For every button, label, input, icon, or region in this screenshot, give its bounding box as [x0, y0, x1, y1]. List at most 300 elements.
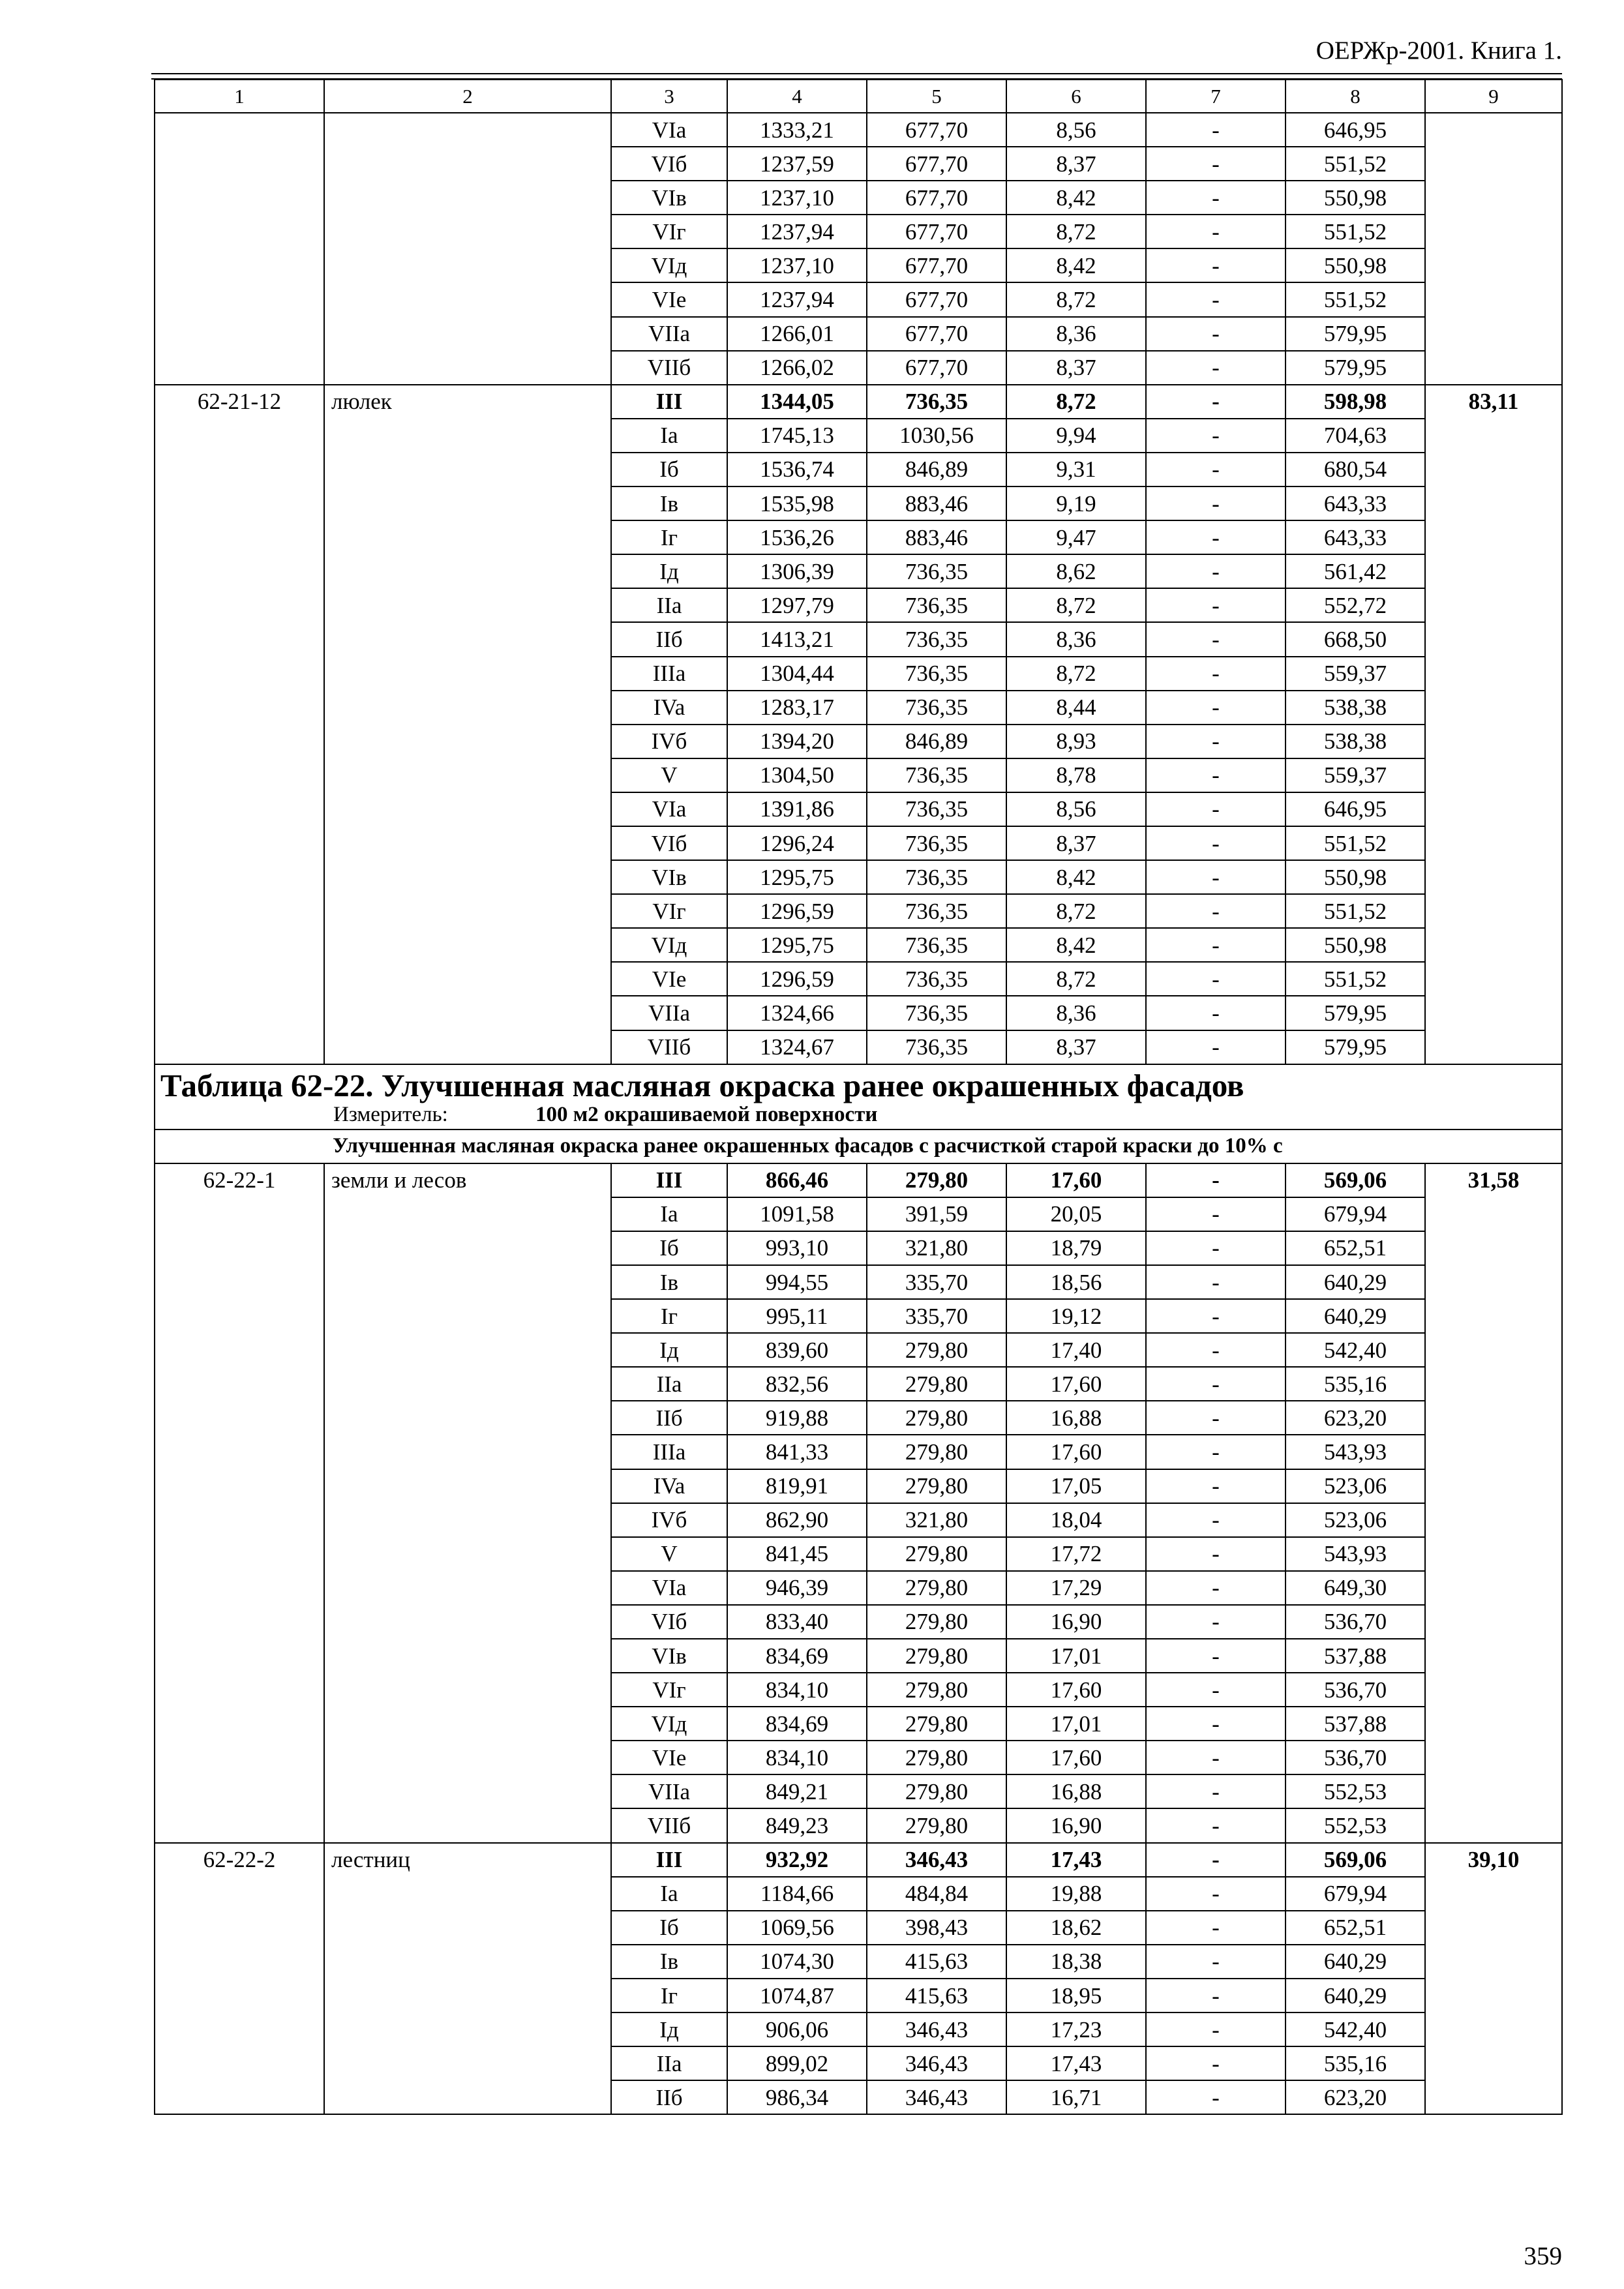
table-cell: IIa [611, 2046, 727, 2080]
table-cell: 1237,59 [727, 147, 867, 181]
table-cell: 8,56 [1006, 792, 1146, 826]
running-header: ОЕРЖр-2001. Книга 1. [1316, 37, 1562, 65]
column-number: 3 [611, 80, 727, 113]
table-cell: 834,69 [727, 1639, 867, 1673]
table-cell: IVa [611, 1469, 727, 1503]
table-cell: 569,06 [1286, 1163, 1425, 1197]
table-cell: - [1146, 826, 1286, 860]
table-cell: 1296,59 [727, 962, 867, 996]
table-cell: - [1146, 657, 1286, 691]
table-cell: III [611, 1843, 727, 1877]
table-cell: 846,89 [867, 453, 1006, 486]
table-cell: 834,69 [727, 1707, 867, 1741]
table-cell: - [1146, 248, 1286, 282]
table-cell: 643,33 [1286, 520, 1425, 554]
table-cell: - [1146, 1877, 1286, 1911]
table-cell: 1283,17 [727, 691, 867, 725]
table-cell: 704,63 [1286, 419, 1425, 453]
table-cell: 668,50 [1286, 622, 1425, 656]
table-cell: VIe [611, 962, 727, 996]
table-cell: - [1146, 894, 1286, 928]
table-cell: 736,35 [867, 792, 1006, 826]
table-cell: 536,70 [1286, 1741, 1425, 1774]
table-cell: 537,88 [1286, 1707, 1425, 1741]
table-cell: 839,60 [727, 1333, 867, 1367]
table-cell: 8,36 [1006, 996, 1146, 1030]
table-row [155, 385, 1562, 419]
table-cell: 1391,86 [727, 792, 867, 826]
table-cell: VIв [611, 860, 727, 894]
table-title-cell [155, 1064, 1562, 1130]
item-name [324, 113, 611, 385]
table-cell: 1536,74 [727, 453, 867, 486]
table-cell: 8,72 [1006, 588, 1146, 622]
table-cell: 819,91 [727, 1469, 867, 1503]
table-cell: VIIб [611, 351, 727, 385]
table-cell: 279,80 [867, 1741, 1006, 1774]
table-cell: - [1146, 2012, 1286, 2046]
table-cell: 16,90 [1006, 1605, 1146, 1639]
table-cell: 552,72 [1286, 588, 1425, 622]
table-cell: 346,43 [867, 2012, 1006, 2046]
table-cell: Ia [611, 419, 727, 453]
table-cell: 550,98 [1286, 181, 1425, 215]
table-cell: 1266,01 [727, 317, 867, 351]
table-cell: 736,35 [867, 691, 1006, 725]
table-cell: IIIa [611, 1435, 727, 1469]
table-cell: 391,59 [867, 1197, 1006, 1231]
table-cell: VIг [611, 894, 727, 928]
table-cell: 561,42 [1286, 554, 1425, 588]
table-cell: 849,21 [727, 1774, 867, 1808]
table-cell: - [1146, 622, 1286, 656]
table-cell: VIa [611, 1571, 727, 1605]
table-cell: 9,19 [1006, 486, 1146, 520]
table-cell: - [1146, 962, 1286, 996]
table-cell: 652,51 [1286, 1911, 1425, 1945]
table-title: Таблица 62-22. Улучшенная масляная окраска ранее окрашенных фасадов [160, 1067, 1244, 1103]
table-cell: - [1146, 1707, 1286, 1741]
table-cell: 883,46 [867, 520, 1006, 554]
table-cell: 906,06 [727, 2012, 867, 2046]
table-cell: 398,43 [867, 1911, 1006, 1945]
table-cell: 1074,30 [727, 1945, 867, 1979]
table-cell: - [1146, 1231, 1286, 1265]
table-cell: 652,51 [1286, 1231, 1425, 1265]
table-cell: VIв [611, 1639, 727, 1673]
table-cell: 279,80 [867, 1163, 1006, 1197]
measure-unit-label: Измеритель: [333, 1103, 448, 1127]
table-cell: 1295,75 [727, 860, 867, 894]
table-cell: 17,40 [1006, 1333, 1146, 1367]
table-cell: 551,52 [1286, 962, 1425, 996]
table-cell: Iб [611, 453, 727, 486]
table-cell: VIг [611, 1673, 727, 1707]
table-cell: 550,98 [1286, 928, 1425, 962]
table-cell: 279,80 [867, 1537, 1006, 1571]
table-cell: VIa [611, 792, 727, 826]
table-cell: 846,89 [867, 725, 1006, 758]
table-cell: 415,63 [867, 1979, 1006, 2012]
table-cell: VIe [611, 1741, 727, 1774]
table-cell: - [1146, 860, 1286, 894]
table-cell: VIIa [611, 1774, 727, 1808]
table-cell: VIб [611, 147, 727, 181]
table-cell: 8,36 [1006, 622, 1146, 656]
table-cell: 279,80 [867, 1808, 1006, 1842]
table-cell: 535,16 [1286, 2046, 1425, 2080]
table-cell: 8,37 [1006, 1030, 1146, 1064]
table-cell: 866,46 [727, 1163, 867, 1197]
item-col9 [1425, 113, 1562, 385]
table-cell: 1413,21 [727, 622, 867, 656]
table-cell: 279,80 [867, 1435, 1006, 1469]
item-name: люлек [324, 385, 611, 1064]
table-cell: 20,05 [1006, 1197, 1146, 1231]
table-cell: 640,29 [1286, 1945, 1425, 1979]
table-cell: - [1146, 1979, 1286, 2012]
table-cell: - [1146, 758, 1286, 792]
table-cell: IIб [611, 622, 727, 656]
table-cell: IIб [611, 1401, 727, 1435]
table-cell: 523,06 [1286, 1503, 1425, 1537]
table-cell: IIIa [611, 657, 727, 691]
table-cell: 538,38 [1286, 725, 1425, 758]
table-cell: 1535,98 [727, 486, 867, 520]
table-cell: 1074,87 [727, 1979, 867, 2012]
table-cell: 994,55 [727, 1265, 867, 1299]
table-cell: 279,80 [867, 1774, 1006, 1808]
table-cell: - [1146, 1639, 1286, 1673]
table-cell: - [1146, 1843, 1286, 1877]
table-cell: III [611, 385, 727, 419]
table-cell: 8,72 [1006, 215, 1146, 248]
table-cell: - [1146, 1571, 1286, 1605]
table-cell: VIд [611, 1707, 727, 1741]
table-cell: 579,95 [1286, 1030, 1425, 1064]
table-cell: 17,60 [1006, 1741, 1146, 1774]
table-cell: 559,37 [1286, 657, 1425, 691]
table-cell: - [1146, 1911, 1286, 1945]
table-cell: 736,35 [867, 826, 1006, 860]
table-cell: 279,80 [867, 1571, 1006, 1605]
table-cell: 8,56 [1006, 113, 1146, 147]
table-cell: Ia [611, 1197, 727, 1231]
table-cell: - [1146, 1299, 1286, 1333]
table-cell: VIб [611, 826, 727, 860]
table-cell: 279,80 [867, 1367, 1006, 1401]
table-cell: 8,37 [1006, 826, 1146, 860]
table-cell: - [1146, 554, 1286, 588]
table-cell: 9,94 [1006, 419, 1146, 453]
table-cell: V [611, 1537, 727, 1571]
table-cell: 677,70 [867, 147, 1006, 181]
table-cell: 321,80 [867, 1503, 1006, 1537]
table-cell: 552,53 [1286, 1774, 1425, 1808]
table-cell: III [611, 1163, 727, 1197]
table-cell: 677,70 [867, 248, 1006, 282]
table-cell: 523,06 [1286, 1469, 1425, 1503]
table-cell: 679,94 [1286, 1197, 1425, 1231]
table-cell: Iг [611, 1299, 727, 1333]
table-cell: 640,29 [1286, 1979, 1425, 2012]
table-cell: 9,31 [1006, 453, 1146, 486]
table-cell: 832,56 [727, 1367, 867, 1401]
table-cell: 1536,26 [727, 520, 867, 554]
table-cell: - [1146, 147, 1286, 181]
table-cell: 17,01 [1006, 1639, 1146, 1673]
table-cell: 646,95 [1286, 113, 1425, 147]
table-cell: - [1146, 691, 1286, 725]
table-cell: - [1146, 1469, 1286, 1503]
item-code: 62-21-12 [155, 385, 324, 1064]
table-cell: - [1146, 419, 1286, 453]
table-cell: 919,88 [727, 1401, 867, 1435]
table-cell: - [1146, 725, 1286, 758]
table-cell: 598,98 [1286, 385, 1425, 419]
table-cell: VIб [611, 1605, 727, 1639]
item-col9: 31,58 [1425, 1163, 1562, 1843]
table-cell: 1091,58 [727, 1197, 867, 1231]
table-cell: - [1146, 453, 1286, 486]
table-cell: 1296,24 [727, 826, 867, 860]
table-cell: 640,29 [1286, 1299, 1425, 1333]
table-cell: 1304,50 [727, 758, 867, 792]
table-cell: - [1146, 1673, 1286, 1707]
item-code: 62-22-2 [155, 1843, 324, 2115]
table-cell: 841,33 [727, 1435, 867, 1469]
table-cell: 17,05 [1006, 1469, 1146, 1503]
table-cell: 883,46 [867, 486, 1006, 520]
table-cell: - [1146, 317, 1286, 351]
table-cell: 8,93 [1006, 725, 1146, 758]
table-cell: 1324,67 [727, 1030, 867, 1064]
table-cell: 18,62 [1006, 1911, 1146, 1945]
table-cell: 1030,56 [867, 419, 1006, 453]
table-cell: IIб [611, 2080, 727, 2114]
table-cell: - [1146, 282, 1286, 316]
table-cell: 579,95 [1286, 996, 1425, 1030]
table-cell: 17,29 [1006, 1571, 1146, 1605]
section-subtitle-row [155, 1130, 1562, 1163]
table-cell: 677,70 [867, 113, 1006, 147]
table-cell: VIa [611, 113, 727, 147]
table-cell: - [1146, 351, 1286, 385]
table-cell: 1333,21 [727, 113, 867, 147]
table-cell: 677,70 [867, 215, 1006, 248]
table-cell: IVб [611, 1503, 727, 1537]
table-cell: 679,94 [1286, 1877, 1425, 1911]
table-cell: Iд [611, 2012, 727, 2046]
table-cell: 279,80 [867, 1639, 1006, 1673]
table-cell: 995,11 [727, 1299, 867, 1333]
table-cell: 18,95 [1006, 1979, 1146, 2012]
table-cell: 736,35 [867, 758, 1006, 792]
table-row [155, 1843, 1562, 1877]
table-cell: VIe [611, 282, 727, 316]
table-cell: 335,70 [867, 1265, 1006, 1299]
table-cell: 279,80 [867, 1333, 1006, 1367]
table-cell: 16,71 [1006, 2080, 1146, 2114]
table-cell: 550,98 [1286, 248, 1425, 282]
table-cell: - [1146, 2046, 1286, 2080]
table-cell: 8,72 [1006, 282, 1146, 316]
table-cell: Iв [611, 1265, 727, 1299]
table-cell: 834,10 [727, 1741, 867, 1774]
table-cell: - [1146, 520, 1286, 554]
table-cell: - [1146, 1265, 1286, 1299]
table-cell: 415,63 [867, 1945, 1006, 1979]
table-cell: 834,10 [727, 1673, 867, 1707]
table-cell: 1324,66 [727, 996, 867, 1030]
table-cell: 736,35 [867, 928, 1006, 962]
table-cell: 640,29 [1286, 1265, 1425, 1299]
table-cell: 550,98 [1286, 860, 1425, 894]
table-cell: 17,60 [1006, 1673, 1146, 1707]
table-cell: 18,79 [1006, 1231, 1146, 1265]
table-cell: Iг [611, 1979, 727, 2012]
table-cell: 736,35 [867, 894, 1006, 928]
table-cell: 677,70 [867, 282, 1006, 316]
table-cell: IIa [611, 588, 727, 622]
table-cell: IIa [611, 1367, 727, 1401]
table-cell: IVa [611, 691, 727, 725]
table-row [155, 1163, 1562, 1197]
column-number: 6 [1006, 80, 1146, 113]
table-cell: Iб [611, 1911, 727, 1945]
table-cell: 17,60 [1006, 1163, 1146, 1197]
table-cell: 569,06 [1286, 1843, 1425, 1877]
table-cell: 17,60 [1006, 1367, 1146, 1401]
table-cell: 8,44 [1006, 691, 1146, 725]
table-cell: 1344,05 [727, 385, 867, 419]
column-number: 1 [155, 80, 324, 113]
table-cell: - [1146, 1401, 1286, 1435]
table-cell: 833,40 [727, 1605, 867, 1639]
table-cell: - [1146, 1163, 1286, 1197]
item-col9: 39,10 [1425, 1843, 1562, 2115]
table-cell: 551,52 [1286, 894, 1425, 928]
table-cell: VIIб [611, 1030, 727, 1064]
table-cell: 736,35 [867, 588, 1006, 622]
table-cell: 1306,39 [727, 554, 867, 588]
table-cell: - [1146, 1945, 1286, 1979]
table-cell: - [1146, 1808, 1286, 1842]
table-cell: - [1146, 1197, 1286, 1231]
table-cell: 579,95 [1286, 317, 1425, 351]
table-cell: 18,38 [1006, 1945, 1146, 1979]
table-cell: 8,42 [1006, 181, 1146, 215]
table-cell: 8,62 [1006, 554, 1146, 588]
table-cell: 559,37 [1286, 758, 1425, 792]
table-cell: 9,47 [1006, 520, 1146, 554]
column-number-row [155, 80, 1562, 113]
table-cell: 862,90 [727, 1503, 867, 1537]
section-subtitle: Улучшенная масляная окраска ранее окрашенных фасадов с расчисткой старой краски до 10% с [155, 1130, 1562, 1163]
table-cell: VIIa [611, 317, 727, 351]
table-cell: - [1146, 1605, 1286, 1639]
table-cell: 279,80 [867, 1673, 1006, 1707]
table-cell: 1237,10 [727, 248, 867, 282]
table-cell: 1295,75 [727, 928, 867, 962]
item-code [155, 113, 324, 385]
table-cell: 8,36 [1006, 317, 1146, 351]
table-cell: 17,23 [1006, 2012, 1146, 2046]
table-cell: 537,88 [1286, 1639, 1425, 1673]
table-cell: - [1146, 792, 1286, 826]
table-cell: 623,20 [1286, 1401, 1425, 1435]
table-cell: 484,84 [867, 1877, 1006, 1911]
table-cell: 946,39 [727, 1571, 867, 1605]
table-cell: 536,70 [1286, 1605, 1425, 1639]
table-cell: 643,33 [1286, 486, 1425, 520]
column-number: 7 [1146, 80, 1286, 113]
table-cell: 538,38 [1286, 691, 1425, 725]
measure-unit-value: 100 м2 окрашиваемой поверхности [535, 1103, 878, 1127]
table-cell: Ia [611, 1877, 727, 1911]
table-cell: 8,78 [1006, 758, 1146, 792]
table-cell: VIIa [611, 996, 727, 1030]
table-cell: - [1146, 1367, 1286, 1401]
column-number: 5 [867, 80, 1006, 113]
table-cell: - [1146, 1774, 1286, 1808]
table-cell: 16,88 [1006, 1774, 1146, 1808]
table-cell: 849,23 [727, 1808, 867, 1842]
table-cell: 19,12 [1006, 1299, 1146, 1333]
column-number: 4 [727, 80, 867, 113]
table-cell: - [1146, 1741, 1286, 1774]
table-cell: 680,54 [1286, 453, 1425, 486]
column-number: 2 [324, 80, 611, 113]
table-cell: 17,01 [1006, 1707, 1146, 1741]
table-cell: 623,20 [1286, 2080, 1425, 2114]
header-rule [151, 73, 1562, 74]
item-col9: 83,11 [1425, 385, 1562, 1064]
table-cell: - [1146, 1435, 1286, 1469]
table-cell: 736,35 [867, 1030, 1006, 1064]
table-cell: VIд [611, 248, 727, 282]
table-cell: 1394,20 [727, 725, 867, 758]
table-cell: 551,52 [1286, 147, 1425, 181]
table-cell: 8,37 [1006, 147, 1146, 181]
table-cell: 736,35 [867, 657, 1006, 691]
table-cell: 932,92 [727, 1843, 867, 1877]
table-cell: 279,80 [867, 1469, 1006, 1503]
table-cell: 736,35 [867, 385, 1006, 419]
table-cell: 279,80 [867, 1605, 1006, 1639]
table-cell: 8,72 [1006, 385, 1146, 419]
table-cell: 841,45 [727, 1537, 867, 1571]
table-cell: 16,90 [1006, 1808, 1146, 1842]
table-cell: 899,02 [727, 2046, 867, 2080]
table-cell: 1237,10 [727, 181, 867, 215]
page-number: 359 [1524, 2242, 1562, 2270]
table-cell: IVб [611, 725, 727, 758]
table-cell: 8,42 [1006, 860, 1146, 894]
table-cell: 986,34 [727, 2080, 867, 2114]
table-cell: - [1146, 215, 1286, 248]
table-cell: - [1146, 1537, 1286, 1571]
table-cell: 321,80 [867, 1231, 1006, 1265]
table-cell: 8,72 [1006, 894, 1146, 928]
table-cell: VIг [611, 215, 727, 248]
table-cell: 542,40 [1286, 2012, 1425, 2046]
table-cell: 17,43 [1006, 1843, 1146, 1877]
table-cell: VIIб [611, 1808, 727, 1842]
table-cell: 8,72 [1006, 962, 1146, 996]
table-cell: 17,60 [1006, 1435, 1146, 1469]
table-cell: 551,52 [1286, 826, 1425, 860]
